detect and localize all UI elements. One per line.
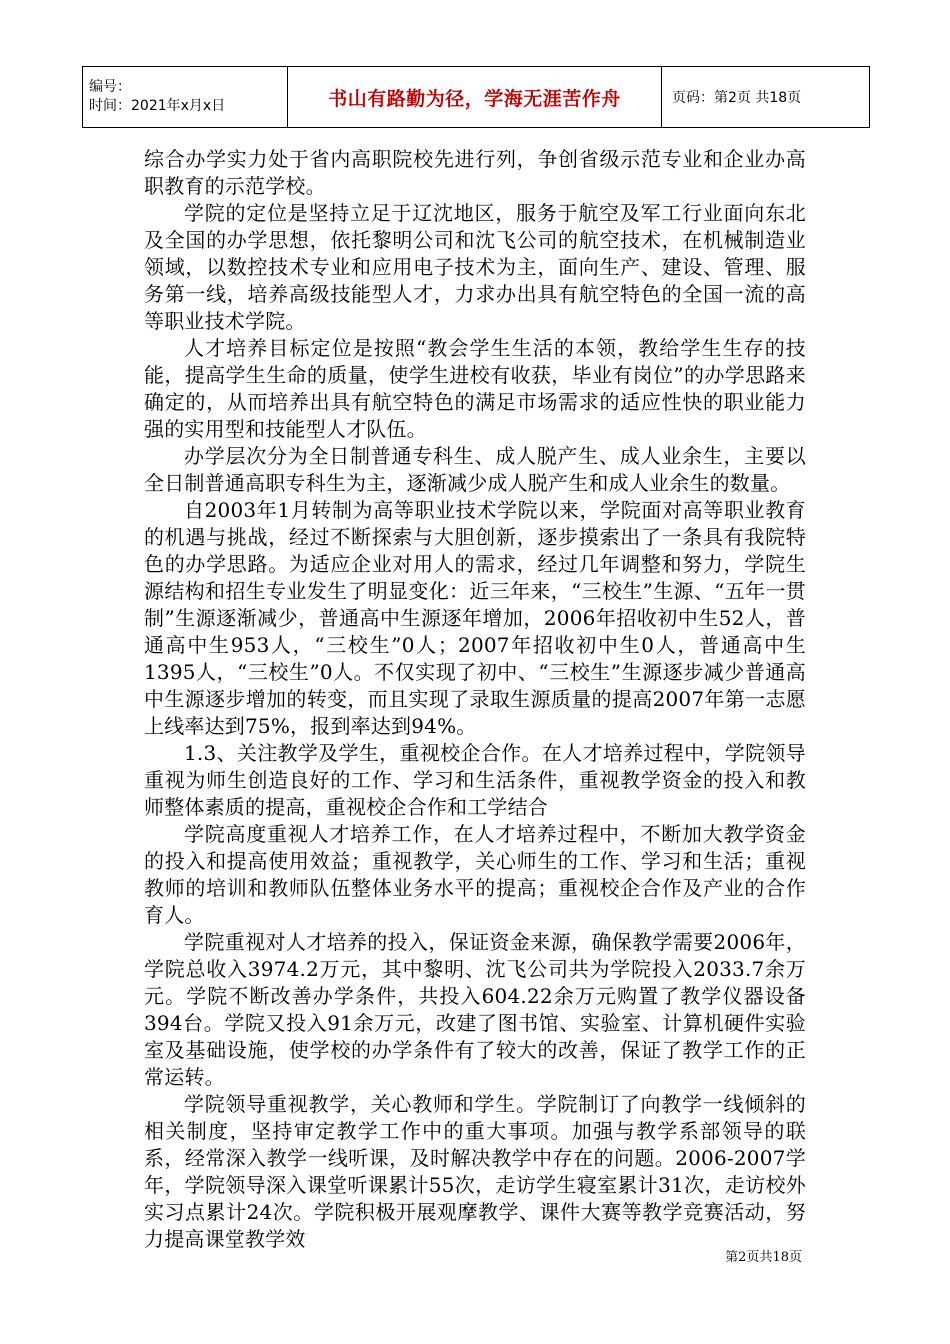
paragraph: 学院的定位是坚持立足于辽沈地区，服务于航空及军工行业面向东北及全国的办学思想，依托黎明公司和沈飞公司的航空技术，在机械制造业领域，以数控技术专业和应用电子技术为主，面向生产、建设、管理、服务第一线，培养高级技能型人才，力求办出具有航空特色的全国一流的高等职业技术学院。 bbox=[144, 201, 806, 333]
header-page-label: 页码：第2页 共18页 bbox=[662, 67, 870, 128]
document-body bbox=[144, 146, 806, 1253]
paragraph: 学院重视对人才培养的投入，保证资金来源，确保教学需要2006年，学院总收入3974.2万元，其中黎明、沈飞公司共为学院投入2033.7余万元。学院不断改善办学条件，共投入604.22余万元购置了教学仪器设备394台。学院又投入91余万元，改建了图书馆、实验室、计算机硬件实验室及基础设施，使学校的办学条件有了较大的改善，保证了教学工作的正常运转。 bbox=[144, 930, 806, 1089]
section-heading-paragraph: 1.3、关注教学及学生，重视校企合作。在人才培养过程中，学院领导重视为师生创造良好的工作、学习和生活条件，重视教学资金的投入和教师整体素质的提高，重视校企合作和工学结合 bbox=[144, 741, 806, 819]
paragraph: 学院领导重视教学，关心教师和学生。学院制订了向教学一线倾斜的相关制度，坚持审定教学工作中的重大事项。加强与教学系部领导的联系，经常深入教学一线听课，及时解决教学中存在的问题。2006-2007学年，学院领导深入课堂听课累计55次，走访学生寝室累计31次，走访校外实习点累计24次。学院积极开展观摩教学、课件大赛等教学竞赛活动，努力提高课堂教学效 bbox=[144, 1092, 806, 1251]
header-table bbox=[82, 66, 870, 128]
paragraph: 自2003年1月转制为高等职业技术学院以来，学院面对高等职业教育的机遇与挑战，经过不断探索与大胆创新，逐步摸索出了一条具有我院特色的办学思路。为适应企业对用人的需求，经过几年调整和努力，学院生源结构和招生专业发生了明显变化：近三年来，“三校生”生源、“五年一贯制”生源逐渐减少，普通高中生源逐年增加，2006年招收初中生52人，普通高中生953人，“三校生”0人；2007年招收初中生0人，普通高中生1395人，“三校生”0人。不仅实现了初中、“三校生”生源逐步减少普通高中生源逐步增加的转变，而且实现了录取生源质量的提高2007年第一志愿上线率达到75%，报到率达到94%。 bbox=[144, 498, 806, 738]
paragraph: 综合办学实力处于省内高职院校先进行列，争创省级示范专业和企业办高职教育的示范学校。 bbox=[144, 147, 806, 198]
document-code-label: 编号： bbox=[89, 79, 131, 95]
paragraph: 学院高度重视人才培养工作，在人才培养过程中，不断加大教学资金的投入和提高使用效益；重视教学，关心师生的工作、学习和生活；重视教师的培训和教师队伍整体业务水平的提高；重视校企合作及产业的合作育人。 bbox=[144, 822, 806, 927]
page-footer-number: 第2页共18页 bbox=[725, 1250, 802, 1265]
header-meta-cell bbox=[83, 67, 288, 128]
paragraph: 办学层次分为全日制普通专科生、成人脱产生、成人业余生，主要以全日制普通高职专科生为主，逐渐减少成人脱产生和成人业余生的数量。 bbox=[144, 444, 806, 495]
document-time-label: 时间：2021年x月x日 bbox=[89, 98, 226, 114]
paragraph: 人才培养目标定位是按照“教会学生生活的本领，教给学生生存的技能，提高学生生命的质量，使学生进校有收获，毕业有岗位”的办学思路来确定的，从而培养出具有航空特色的满足市场需求的适应性快的职业能力强的实用型和技能型人才队伍。 bbox=[144, 336, 806, 441]
header-motto: 书山有路勤为径，学海无涯苦作舟 bbox=[288, 67, 662, 128]
